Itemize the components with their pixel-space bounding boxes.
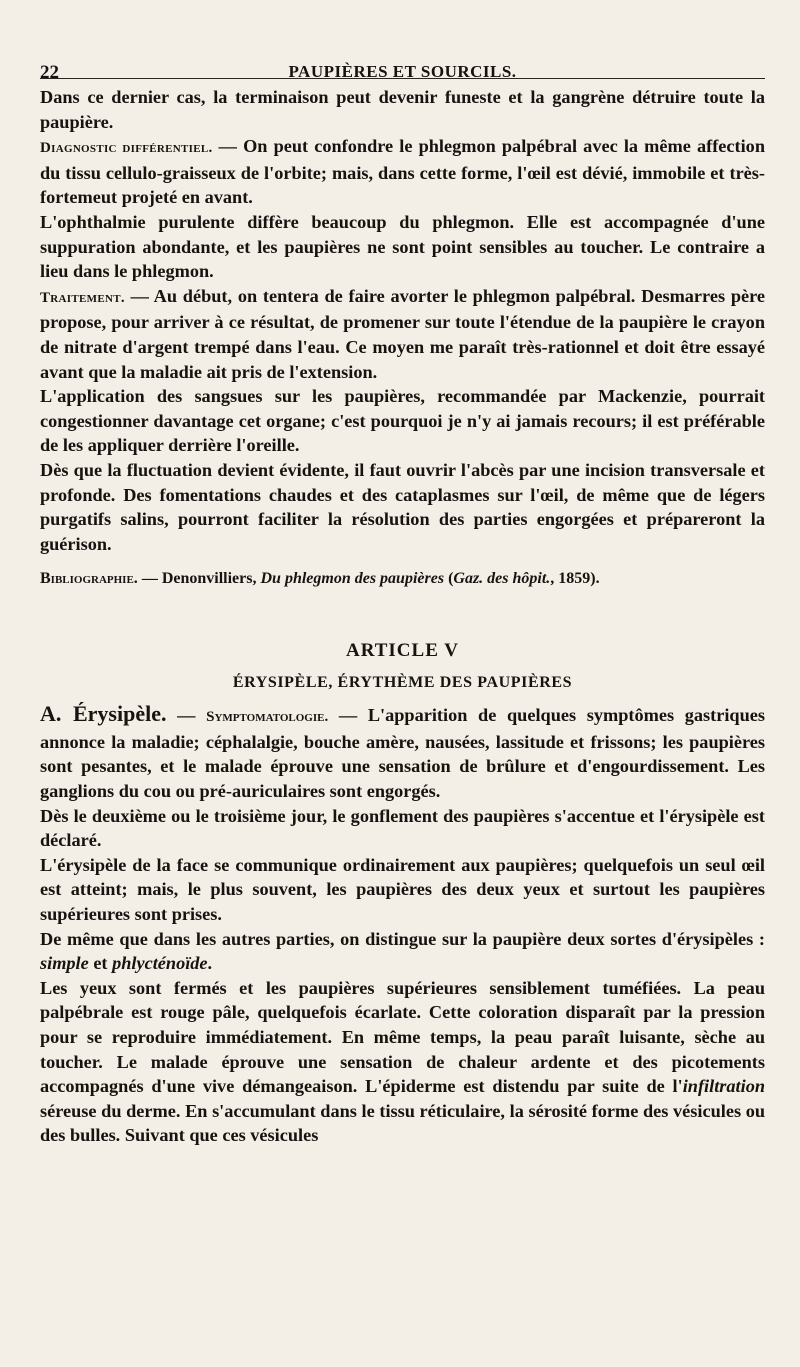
run-in-heading: Symptomatologie. [206,709,329,726]
page-number: 22 [40,62,59,83]
page-header [40,20,765,83]
article-title: ARTICLE V [345,640,460,662]
paragraph: L'érysipèle de la face se communique ordinairement aux paupières; quelquefois un seul œil est atteint; mais, le plus souvent, les paupières des deux yeux et surtout les paupières supérieures sont prises. [40,854,765,925]
page-content [40,0,765,1148]
paragraph: L'ophthalmie purulente diffère beaucoup du phlegmon. Elle est accompagnée d'une suppuration abondante, et les paupières ne sont point sensibles au toucher. Le contraire a lieu dans le phlegmon. [40,211,765,282]
paragraph-forms: De même que dans les autres parties, on distingue sur la paupière deux sortes d'érysipèles : simple et phlycténoïde. [40,928,765,974]
bibliography: Bibliographie. — Denonvilliers, Du phlegmon des paupières (Gaz. des hôpit., 1859). [40,570,600,588]
paragraph: Dès que la fluctuation devient évidente, il faut ouvrir l'abcès par une incision transversale et profonde. Des fomentations chaudes et des cataplasmes sur l'œil, de même que de légers purgatifs salins, pourront faciliter la résolution des parties engorgées et prépareront la guérison. [40,459,765,554]
paragraph-erysipelas: A. Érysipèle. — Symptomatologie. — L'apparition de quelques symptômes gastriques annonce la maladie; céphalalgie, bouche amère, nausées, lassitude et frissons; les paupières sont pesantes, et le malade éprouve une sensation de brûlure et d'engourdissement. Les ganglions du cou ou pré-auriculaires sont engorgés. [40,701,765,802]
paragraph-diagnostic: Diagnostic différentiel. — On peut confondre le phlegmon palpébral avec la même affection du tissu cellulo-graisseux de l'orbite; mais, dans cette forme, l'œil est dévié, immobile et très-fortemeut projeté en avant. [40,136,765,208]
paragraph: Les yeux sont fermés et les paupières supérieures sensiblement tuméfiées. La peau palpébrale est rouge pâle, quelquefois écarlate. Cette coloration disparaît par la pression pour se reproduire immédiatement. En même temps, la peau paraît luisante, sèche au toucher. Le malade éprouve une sensation de chaleur ardente et des picotements accompagnés d'une vive démangeaison. L'épiderme est distendu par suite de l'infiltration séreuse du derme. En s'accumulant dans le tissu réticulaire, la sérosité forme des vésicules ou des bulles. Suivant que ces vésicules [40,977,765,1146]
run-in-heading: Diagnostic différentiel. [40,140,213,157]
paragraph: Dans ce dernier cas, la terminaison peut devenir funeste et la gangrène détruire toute la paupière. [40,87,765,132]
running-head: PAUPIÈRES ET SOURCILS. [288,62,517,81]
paragraph: L'application des sangsues sur les paupières, recommandée par Mackenzie, pourrait congestionner davantage cet organe; c'est pourquoi je n'y ai jamais recours; il est préférable de les appliquer derrière l'oreille. [40,386,765,456]
section-heading: A. Érysipèle. [40,701,167,727]
paragraph-treatment: Traitement. — Au début, on tentera de faire avorter le phlegmon palpébral. Desmarres père propose, pour arriver à ce résultat, de promener sur toute l'étendue de la paupière le crayon de nitrate d'argent trempé dans l'eau. Ce moyen me paraît très-rationnel et doit être essayé avant que la maladie ait pris de l'extension. [40,285,765,382]
article-subtitle: ÉRYSIPÈLE, ÉRYTHÈME DES PAUPIÈRES [232,674,573,692]
paragraph: Dès le deuxième ou le troisième jour, le gonflement des paupières s'accentue et l'érysipèle est déclaré. [40,805,765,851]
run-in-heading: Traitement. [40,289,125,306]
bibliography-label: Bibliographie. [40,570,138,588]
